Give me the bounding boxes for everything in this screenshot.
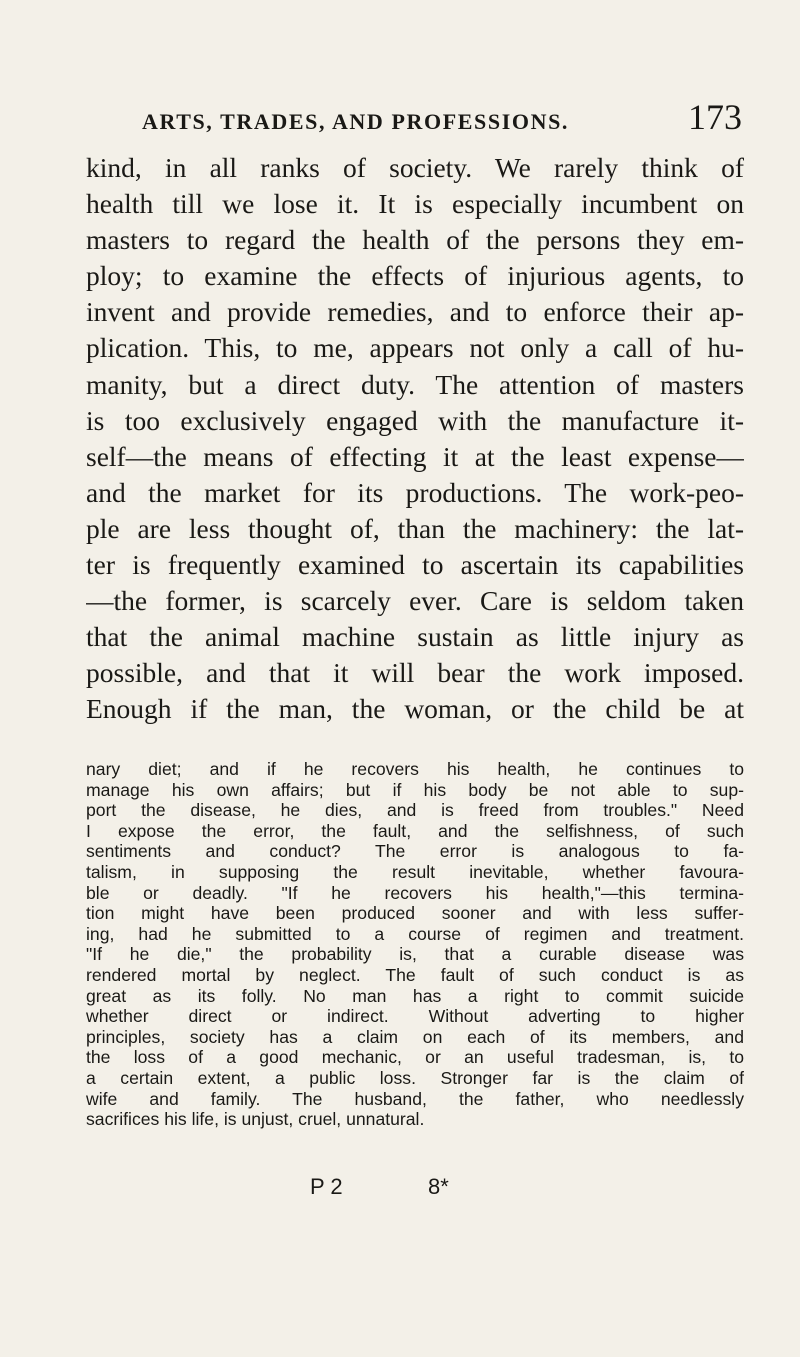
text-line: invent and provide remedies, and to enforce their ap-: [86, 296, 744, 328]
note-line: principles, society has a claim on each of its members, and: [86, 1026, 744, 1047]
note-line: talism, in supposing the result inevitable, whether favoura-: [86, 861, 744, 882]
text-line: kind, in all ranks of society. We rarely think of: [86, 152, 744, 183]
text-line: self—the means of effecting it at the least expense—: [86, 440, 744, 472]
page-header: [142, 97, 742, 147]
text-line: health till we lose it. It is especially incumbent on: [86, 188, 744, 220]
note-line: sacrifices his life, is unjust, cruel, unnatural.: [86, 1109, 425, 1130]
note-line: rendered mortal by neglect. The fault of such conduct is as: [86, 964, 744, 985]
note-line: I expose the error, the fault, and the selfishness, of such: [86, 820, 744, 841]
note-text: [86, 759, 744, 1130]
note-line: port the disease, he dies, and is freed from troubles." Need: [86, 800, 744, 821]
note-line: manage his own affairs; but if his body be not able to sup-: [86, 779, 744, 800]
text-line: ploy; to examine the effects of injurious agents, to: [86, 260, 744, 292]
text-line: possible, and that it will bear the work imposed.: [86, 657, 744, 689]
text-line: Enough if the man, the woman, or the child be at: [86, 693, 744, 725]
text-line: masters to regard the health of the persons they em-: [86, 224, 744, 256]
text-line: and the market for its productions. The work-peo-: [86, 476, 744, 508]
text-line: ter is frequently examined to ascertain its capabilities: [86, 549, 744, 581]
note-line: tion might have been produced sooner and with less suffer-: [86, 903, 744, 924]
note-line: a certain extent, a public loss. Stronger far is the claim of: [86, 1067, 744, 1088]
note-line: ble or deadly. "If he recovers his health,"—this termina-: [86, 882, 744, 903]
page-number: 173: [688, 97, 742, 137]
text-line: ple are less thought of, than the machinery: the lat-: [86, 512, 744, 544]
note-line: "If he die," the probability is, that a curable disease was: [86, 944, 744, 965]
signature-marks: [310, 1174, 550, 1204]
note-line: wife and family. The husband, the father, who needlessly: [86, 1088, 744, 1109]
note-line: sentiments and conduct? The error is analogous to fa-: [86, 841, 744, 862]
note-line: nary diet; and if he recovers his health, he continues to: [86, 759, 744, 779]
text-line: —the former, is scarcely ever. Care is seldom taken: [86, 585, 744, 617]
signature-mark-left: P 2: [310, 1174, 343, 1199]
note-line: ing, had he submitted to a course of regimen and treatment.: [86, 923, 744, 944]
text-line: plication. This, to me, appears not only a call of hu-: [86, 332, 744, 364]
signature-mark-right: 8*: [428, 1174, 449, 1199]
running-head: ARTS, TRADES, AND PROFESSIONS.: [142, 109, 570, 134]
text-line: that the animal machine sustain as little injury as: [86, 621, 744, 653]
note-line: the loss of a good mechanic, or an useful tradesman, is, to: [86, 1047, 744, 1068]
main-text: [86, 150, 744, 728]
text-line: is too exclusively engaged with the manufacture it-: [86, 404, 744, 436]
text-line: manity, but a direct duty. The attention of masters: [86, 368, 744, 400]
note-line: whether direct or indirect. Without adverting to higher: [86, 1006, 744, 1027]
note-line: great as its folly. No man has a right to commit suicide: [86, 985, 744, 1006]
